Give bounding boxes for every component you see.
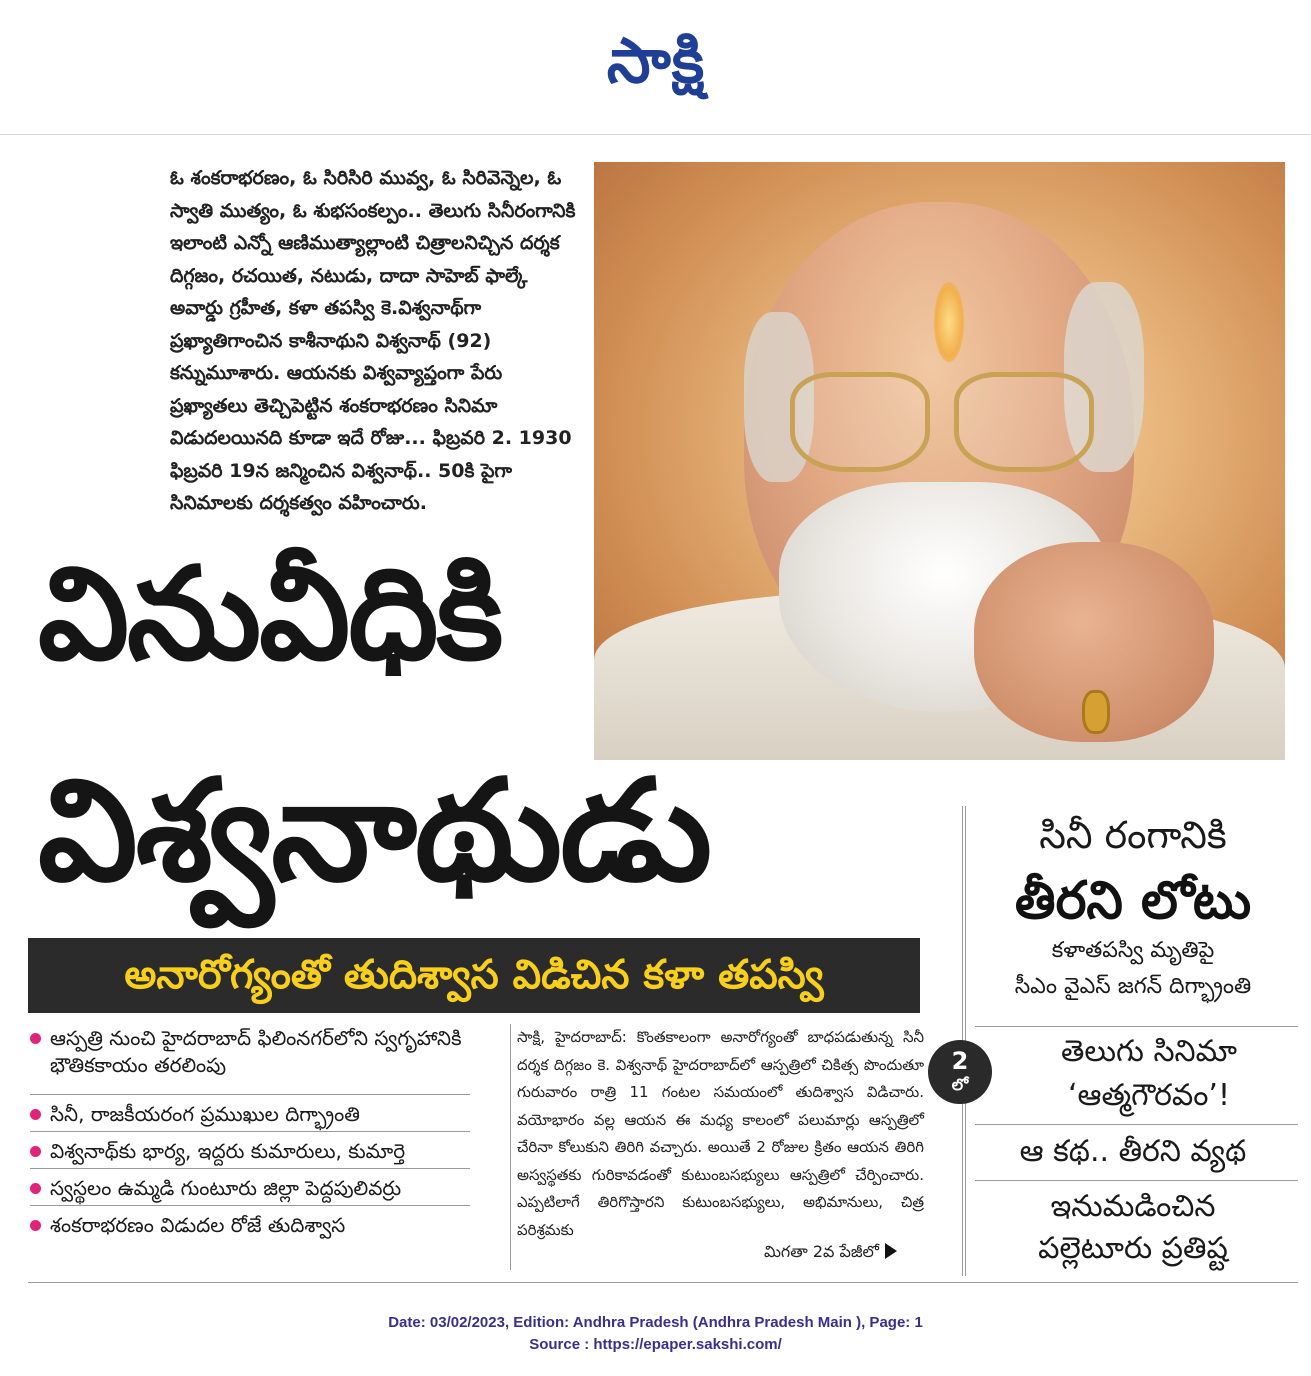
list-item-text: శంకరాభరణం విడుదల రోజే తుదిశ్వాస	[50, 1213, 346, 1237]
continued-label: మిగతా 2వ పేజీలో	[764, 1242, 880, 1261]
sidebar-story1-title: తీరని లోటు	[1014, 871, 1252, 931]
sidebar-divider	[975, 1180, 1298, 1181]
sidebar-divider	[975, 1026, 1298, 1027]
highlights-list	[30, 1025, 470, 1249]
footer-divider	[28, 1282, 1298, 1283]
sidebar-story4-line2[interactable]: పల్లెటూరు ప్రతిష్ట	[1038, 1231, 1228, 1266]
list-item	[30, 1101, 470, 1132]
sidebar-story2-line1[interactable]: తెలుగు సినిమా	[1061, 1034, 1237, 1069]
bullet-icon	[30, 1220, 41, 1231]
sidebar-story3[interactable]: ఆ కథ.. తీరని వ్యథ	[1019, 1134, 1247, 1169]
list-item-text: స్వస్థలం ఉమ్మడి గుంటూరు జిల్లా పెద్దపులివర్రు	[50, 1176, 402, 1200]
continued-on-page-link[interactable]	[756, 1240, 897, 1264]
article-body: సాక్షి, హైదరాబాద్: కొంతకాలంగా అనారోగ్యంతో బాధపడుతున్న సినీ దర్శక దిగ్గజం కె. విశ్వనాథ్ హైదరాబాద్‌లో ఆస్పత్రిలో చికిత్స పొందుతూ గురువారం రాత్రి 11 గంటల సమయంలో తుదిశ్వాస విడిచారు. వయోభారం వల్ల ఆయన ఈ మధ్య కాలంలో పలుమార్లు ఆస్పత్రిలో చేరినా కోలుకుని తిరిగి వచ్చారు. అయితే 2 రోజుల క్రితం ఆయన తిరిగి అస్వస్థతకు గురికావడంతో కుటుంబసభ్యులు ఆస్పత్రిలో చేర్పించారు. ఎప్పటిలాగే తిరిగొస్తారని కుటుంబసభ్యులు, అభిమానులు, చిత్ర పరిశ్రమకు	[510, 1024, 924, 1270]
list-item-text: సినీ, రాజకీయరంగ ప్రముఖుల దిగ్భ్రాంతి	[50, 1102, 360, 1126]
sidebar-story1-sub2: సీఎం వైఎస్ జగన్ దిగ్భ్రాంతి	[1014, 974, 1252, 999]
masthead-divider	[0, 134, 1311, 135]
masthead	[0, 0, 1311, 130]
bullet-icon	[30, 1183, 41, 1194]
list-item-text: ఆస్పత్రి నుంచి హైదరాబాద్ ఫిలింనగర్‌లోని స్వగృహానికి భౌతికకాయం తరలింపు	[50, 1026, 462, 1077]
list-item	[30, 1138, 470, 1169]
list-item-text: విశ్వనాథ్‌కు భార్య, ఇద్దరు కుమారులు, కుమార్తె	[50, 1139, 406, 1163]
bullet-icon	[30, 1033, 41, 1044]
list-item	[30, 1212, 470, 1243]
intro-paragraph: ఓ శంకరాభరణం, ఓ సిరిసిరి మువ్వ, ఓ సిరివెన్నెల, ఓ స్వాతి ముత్యం, ఓ శుభసంకల్పం.. తెలుగు సినీరంగానికి ఇలాంటి ఎన్నో ఆణిముత్యాల్లాంటి చిత్రాలనిచ్చిన దర్శక దిగ్గజం, రచయిత, నటుడు, దాదా సాహెబ్ ఫాల్కే అవార్డు గ్రహీత, కళా తపస్వి కె.విశ్వనాథ్‌గా ప్రఖ్యాతిగాంచిన కాశీనాథుని విశ్వనాథ్ (92) కన్నుమూశారు. ఆయనకు విశ్వవ్యాప్తంగా పేరు ప్రఖ్యాతలు తెచ్చిపెట్టిన శంకరాభరణం సినిమా విడుదలయినది కూడా ఇదే రోజు... ఫిబ్రవరి 2. 1930 ఫిబ్రవరి 19న జన్మించిన విశ్వనాథ్.. 50కి పైగా సినిమాలకు దర్శకత్వం వహించారు.	[170, 167, 576, 514]
sidebar-story4-line1[interactable]: ఇనుమడించిన	[1050, 1189, 1216, 1224]
bullet-icon	[30, 1146, 41, 1157]
sakshi-logo: సాక్షి	[606, 24, 706, 97]
footer-source-link[interactable]: Source : https://epaper.sakshi.com/	[529, 1336, 782, 1353]
bullet-icon	[30, 1109, 41, 1120]
sidebar-divider	[975, 1124, 1298, 1125]
sidebar-story1-kicker: సినీ రంగానికి	[1039, 813, 1227, 857]
play-arrow-icon	[885, 1243, 897, 1259]
subhead-banner	[28, 938, 920, 1013]
sidebar-story1-sub1: కళాతపస్వి మృతిపై	[1051, 938, 1215, 963]
page-badge-number: 2	[951, 1047, 969, 1075]
headline-line-2: విశ్వనాథుడు	[38, 750, 711, 913]
headline-line-1: వినువీధికి	[38, 540, 502, 689]
portrait-photo	[594, 162, 1285, 760]
list-item	[30, 1175, 470, 1206]
sidebar-story2-line2[interactable]: ‘ఆత్మగౌరవం’!	[1068, 1078, 1230, 1113]
subhead-text: అనారోగ్యంతో తుదిశ్వాస విడిచిన కళా తపస్వి	[124, 952, 824, 998]
page-badge	[928, 1040, 992, 1104]
list-item	[30, 1025, 470, 1095]
page-badge-suffix: లో	[951, 1075, 969, 1094]
footer-edition-info: Date: 03/02/2023, Edition: Andhra Pradesh (Andhra Pradesh Main ), Page: 1	[388, 1314, 923, 1331]
